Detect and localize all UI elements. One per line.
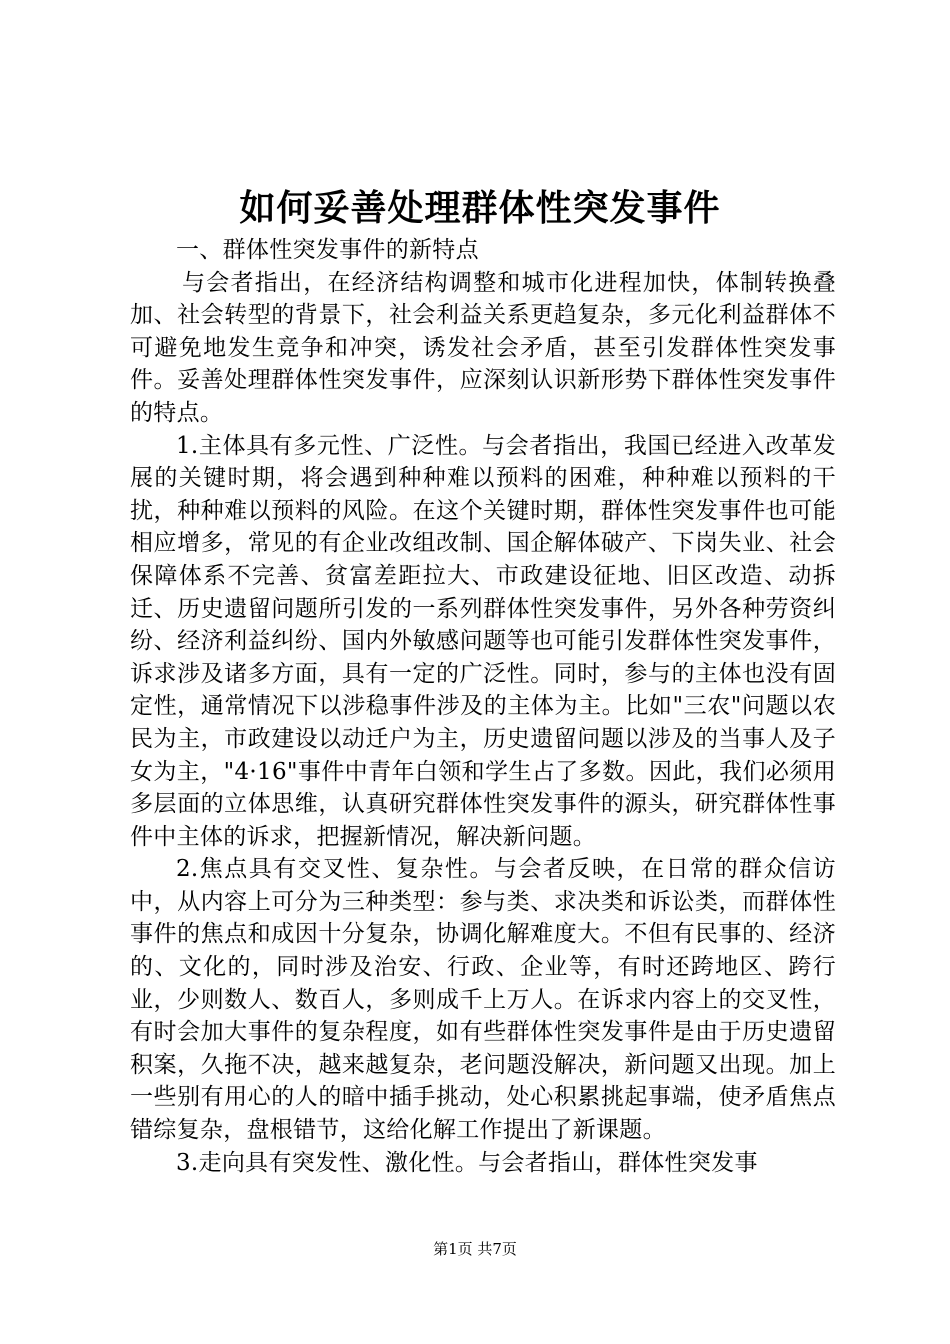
paragraph-point-1: 1.主体具有多元性、广泛性。与会者指出，我国已经进入改革发展的关键时期，将会遇到种种难以预料的困难，种种难以预料的干扰，种种难以预料的风险。在这个关键时期，群体性突发事件也可能相应增多，常见的有企业改组改制、国企解体破产、下岗失业、社会保障体系不完善、贫富差距拉大、市政建设征地、旧区改造、动拆迁、历史遗留问题所引发的一系列群体性突发事件，另外各种劳资纠纷、经济利益纠纷、国内外敏感问题等也可能引发群体性突发事件，诉求涉及诸多方面，具有一定的广泛性。同时，参与的主体也没有固定性，通常情况下以涉稳事件涉及的主体为主。比如"三农"问题以农民为主，市政建设以动迁户为主，历史遗留问题以涉及的当事人及子女为主，"4·16"事件中青年白领和学生占了多数。因此，我们必须用多层面的立体思维，认真研究群体性突发事件的源头，研究群体性事件中主体的诉求，把握新情况，解决新问题。 — [130, 432, 836, 850]
paragraph-point-3: 3.走向具有突发性、激化性。与会者指山，群体性突发事 — [176, 1149, 758, 1176]
document-title: 如何妥善处理群体性突发事件 — [239, 187, 721, 229]
paragraph-intro: 与会者指出，在经济结构调整和城市化进程加快，体制转换叠加、社会转型的背景下，社会利益关系更趋复杂，多元化利益群体不可避免地发生竞争和冲突，诱发社会矛盾，甚至引发群体性突发事件。妥善处理群体性突发事件，应深刻认识新形势下群体性突发事件的特点。 — [130, 269, 836, 426]
paragraph-point-2: 2.焦点具有交叉性、复杂性。与会者反映，在日常的群众信访中，从内容上可分为三种类型：参与类、求决类和诉讼类，而群体性事件的焦点和成因十分复杂，协调化解难度大。不但有民事的、经济的、文化的，同时涉及治安、行政、企业等，有时还跨地区、跨行业，少则数人、数百人，多则成千上万人。在诉求内容上的交叉性，有时会加大事件的复杂程度，如有些群体性突发事件是由于历史遗留积案，久拖不决，越来越复杂，老问题没解决，新问题又出现。加上一些别有用心的人的暗中插手挑动，处心积累挑起事端，使矛盾焦点错综复杂，盘根错节，这给化解工作提出了新课题。 — [130, 856, 836, 1144]
section-heading: 一、群体性突发事件的新特点 — [176, 237, 479, 263]
document-body — [130, 234, 836, 1179]
page-footer: 第1页 共7页 — [433, 1240, 517, 1258]
